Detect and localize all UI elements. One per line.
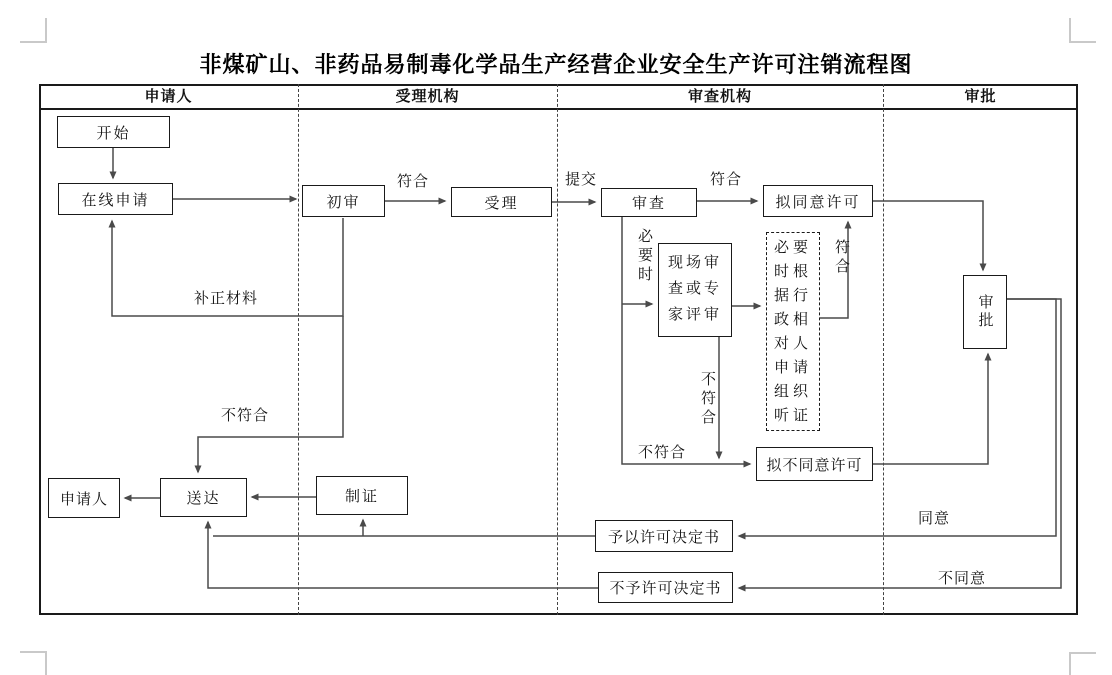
edge-label-when-necessary: 必要时 [636, 228, 653, 285]
edge-label-disagree: 不同意 [938, 570, 987, 587]
edge-label-agree: 同意 [918, 510, 951, 527]
lane-header-accepting: 受理机构 [395, 88, 460, 105]
edge-label-not-conform-3: 不符合 [638, 444, 687, 461]
propose-approve-node: 拟同意许可 [763, 185, 873, 217]
edge-label-conform-2: 符合 [710, 171, 743, 188]
lane-header-reviewing: 审查机构 [687, 88, 752, 105]
applicant-node: 申请人 [48, 478, 120, 518]
site-review-node: 现场审查或专家评审 [658, 243, 732, 337]
make-cert-node: 制证 [316, 476, 408, 515]
edge-label-conform-3: 符合 [833, 239, 850, 277]
lane-header-applicant: 申请人 [144, 88, 193, 105]
deliver-node: 送达 [160, 478, 247, 517]
review-node: 审查 [601, 188, 697, 217]
accept-node: 受理 [451, 187, 552, 217]
edge-label-not-conform-2: 不符合 [699, 371, 716, 428]
page-title: 非煤矿山、非药品易制毒化学品生产经营企业安全生产许可注销流程图 [199, 52, 913, 78]
hearing-node: 必要时根据行政相对人申请组织听证 [766, 232, 820, 431]
grant-decision-node: 予以许可决定书 [595, 520, 733, 552]
edge-label-conform-1: 符合 [397, 173, 430, 190]
propose-reject-node: 拟不同意许可 [756, 447, 873, 481]
edge-label-submit: 提交 [565, 171, 598, 188]
approve-node: 审批 [963, 275, 1007, 349]
online-apply-node: 在线申请 [58, 183, 173, 215]
deny-decision-node: 不予许可决定书 [598, 572, 733, 603]
edge-label-not-conform-1: 不符合 [221, 407, 270, 424]
lane-header-approval: 审批 [964, 88, 997, 105]
start-node: 开始 [57, 116, 170, 148]
initial-review-node: 初审 [302, 185, 385, 217]
edge-label-supplement: 补正材料 [194, 290, 259, 307]
